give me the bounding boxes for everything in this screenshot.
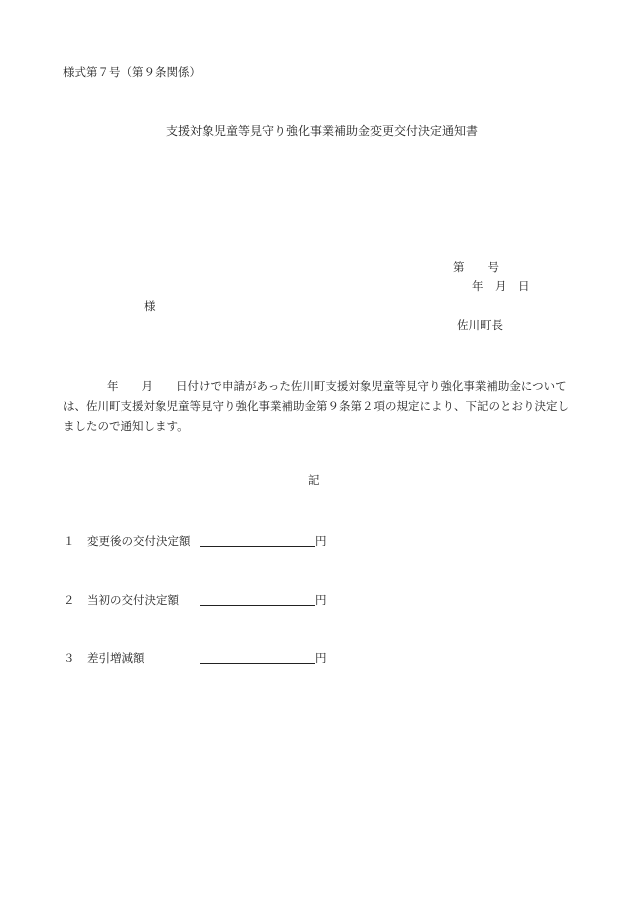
- item-unit: 円: [315, 651, 327, 665]
- item-label: 差引増減額: [87, 651, 145, 665]
- amount-blank-line: [200, 546, 315, 547]
- document-date: 年 月 日: [472, 279, 530, 293]
- item-number: ３: [63, 651, 75, 665]
- item-unit: 円: [315, 534, 327, 548]
- addressee: 様: [144, 299, 156, 313]
- issuer: 佐川町長: [457, 318, 503, 332]
- document-title: 支援対象児童等見守り強化事業補助金変更交付決定通知書: [166, 124, 479, 138]
- amount-blank-line: [200, 663, 315, 664]
- item-number: ２: [63, 593, 75, 607]
- item-label: 変更後の交付決定額: [87, 534, 191, 548]
- body-paragraph: 年 月 日付けで申請があった佐川町支援対象児童等見守り強化事業補助金については、佐川町支援対象児童等見守り強化事業補助金第９条第２項の規定により、下記のとおり決定しましたので通知します。: [63, 379, 569, 433]
- item-unit: 円: [315, 593, 327, 607]
- form-number: 様式第７号（第９条関係）: [63, 65, 201, 79]
- ki-heading: 記: [308, 473, 320, 487]
- item-label: 当初の交付決定額: [87, 593, 179, 607]
- document-number: 第 号: [453, 260, 499, 274]
- amount-blank-line: [200, 605, 315, 606]
- item-number: １: [63, 534, 75, 548]
